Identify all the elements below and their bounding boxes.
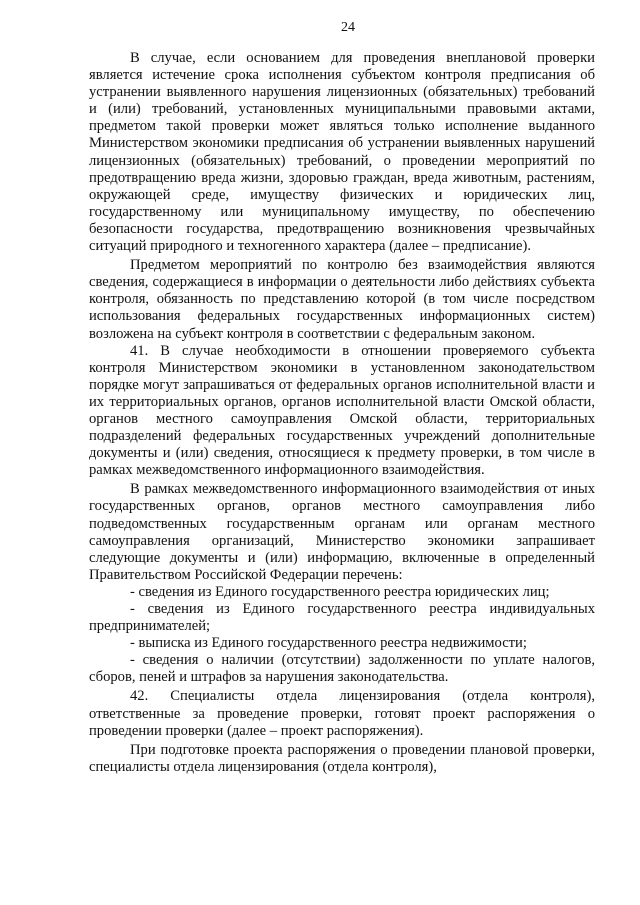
- requested-documents-list: [89, 584, 595, 687]
- paragraph-interdepartmental-exchange: В рамках межведомственного информационного взаимодействия от иных государственных органов, органов местного самоуправления либо подведомственных государственным органам или органам местного самоуправления организаций, Министерство экономики запрашивает следующие документы и (или) информацию, включенные в определенный Правительством Российской Федерации перечень:: [89, 481, 595, 583]
- paragraph-draft-preparation: При подготовке проекта распоряжения о проведении плановой проверки, специалисты отдела лицензирования (отдела контроля),: [89, 741, 595, 775]
- page-number: 24: [341, 20, 355, 35]
- list-item: - сведения о наличии (отсутствии) задолженности по уплате налогов, сборов, пеней и штрафов за нарушения законодательства.: [89, 652, 595, 686]
- list-item: - выписка из Единого государственного реестра недвижимости;: [130, 635, 527, 652]
- list-item: - сведения из Единого государственного реестра юридических лиц;: [130, 583, 550, 600]
- list-item: - сведения из Единого государственного реестра индивидуальных предпринимателей;: [89, 601, 595, 635]
- paragraph-clause-41: 41. В случае необходимости в отношении проверяемого субъекта контроля Министерством экономики в установленном законодательством порядке могут запрашиваться от федеральных органов исполнительной власти и их территориальных органов, органов исполнительной власти Омской области, органов местного самоуправления Омской области, территориальных подразделений федеральных государственных учреждений дополнительные документы и (или) сведения, относящиеся к предмету проверки, в том числе в рамках межведомственного информационного взаимодействия.: [89, 342, 595, 479]
- paragraph-clause-42: 42. Специалисты отдела лицензирования (отдела контроля), ответственные за проведение проверки, готовят проект распоряжения о проведении проверки (далее – проект распоряжения).: [89, 688, 595, 739]
- paragraph-non-interaction-control: Предметом мероприятий по контролю без взаимодействия являются сведения, содержащиеся в информации о деятельности либо действиях субъекта контроля, обязанность по представлению которой (в том числе посредством использования федеральных государственных информационных систем) возложена на субъект контроля в соответствии с федеральным законом.: [89, 257, 595, 342]
- paragraph-unscheduled-inspection: В случае, если основанием для проведения внеплановой проверки является истечение срока исполнения субъектом контроля предписания об устранении выявленного нарушения лицензионных (обязательных) требований и (или) требований, установленных муниципальными правовыми актами, предметом такой проверки может являться только исполнение выданного Министерством экономики предписания об устранении выявленных нарушений лицензионных (обязательных) требований, о проведении мероприятий по предотвращению вреда жизни, здоровью граждан, вреда животным, растениям, окружающей среде, имуществу физических и юридических лиц, государственному или муниципальному имуществу, по обеспечению безопасности государства, предотвращению возникновения чрезвычайных ситуаций природного и техногенного характера (далее – предписание).: [89, 50, 595, 255]
